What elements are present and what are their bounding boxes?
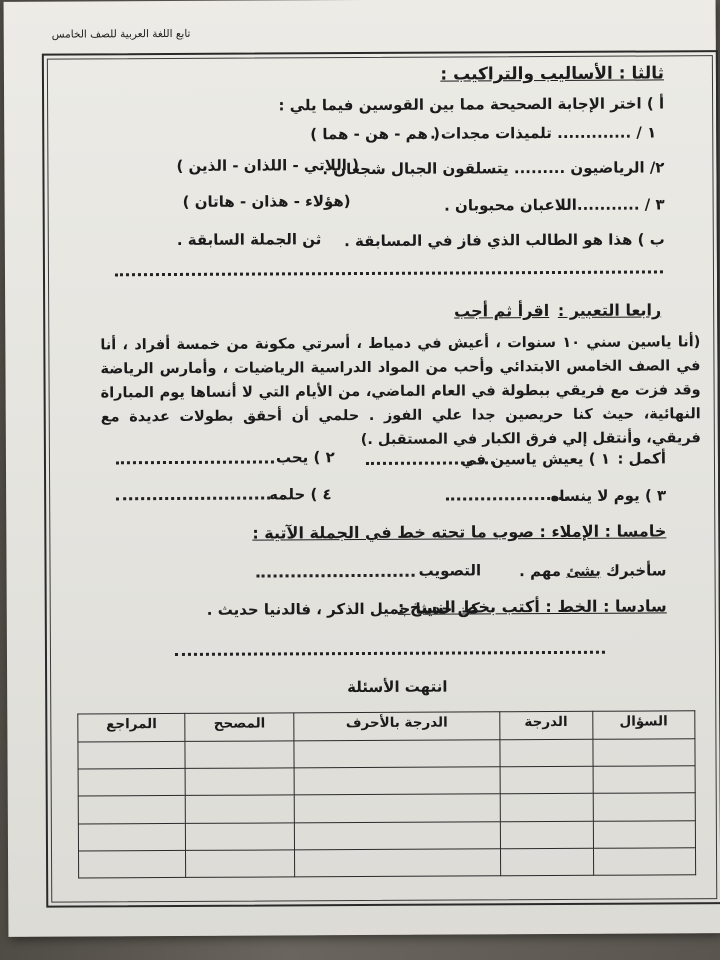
section4-title: رابعا التعبير : bbox=[557, 300, 662, 320]
table-row bbox=[78, 793, 695, 823]
header-grade-letters: الدرجة بالأحرف bbox=[294, 712, 500, 741]
part-b-task: ثن الجملة السابقة . bbox=[176, 230, 322, 249]
complete-q3: ٣ ) يوم لا ينساه bbox=[550, 486, 667, 506]
dictation-sentence bbox=[519, 561, 666, 580]
table-row bbox=[78, 766, 695, 796]
exam-sheet bbox=[4, 0, 720, 937]
header-corrector: المصحح bbox=[185, 713, 294, 742]
item3-sentence: ٣ / ...........اللاعبان محبوبان . bbox=[444, 195, 665, 215]
part-a-instruction: أ ) اختر الإجابة الصحيحة مما بين القوسين فيما يلي : bbox=[278, 94, 665, 115]
item2-options: ( اللاتي - اللذان - الذين ) bbox=[176, 156, 360, 175]
table-row bbox=[78, 820, 695, 850]
table-row bbox=[79, 848, 696, 878]
handwriting-quote: كن حديثا جميل الذكر ، فالدنيا حديث . bbox=[206, 599, 480, 619]
complete-q3-answer-line bbox=[446, 497, 568, 501]
header-grade: الدرجة bbox=[500, 711, 593, 739]
section6-title: سادسا : الخط : أكتب بخط النسخ : bbox=[397, 596, 667, 617]
sentence-start: سأخبرك bbox=[600, 561, 667, 580]
complete-q4: ٤ ) حلمه bbox=[269, 485, 332, 504]
part-b-sentence: ب ) هذا هو الطالب الذي فاز في المسابقة . bbox=[344, 230, 665, 251]
complete-q1: ١ ) يعيش ياسين في bbox=[460, 449, 611, 469]
reading-passage: (أنا ياسين سني ١٠ سنوات ، أعيش في دمياط ، أسرتي مكونة من خمسة أفراد ، أنا في الصف الخامس الابتدائي وأحب من المواد الدراسية الرياضيات ، وأمارس الرياضة وقد فزت مع فريقي ببطولة في العام الماضي، من الأيام التي لا أنساها يوم المباراة النهائية، حيث كنا حريصين جدا علي الفوز . حلمي أن أحقق بطولات عديدة مع فريقي، وأنتقل إلي فرق الكبار في المستقبل .) bbox=[100, 334, 701, 449]
item1-options: ( هم - هن - هما ) bbox=[310, 124, 440, 144]
complete-q2: ٢ ) يحب bbox=[275, 448, 335, 467]
section4-subtitle: اقرأ ثم أجب bbox=[454, 301, 550, 321]
correction-label: التصويب bbox=[418, 561, 482, 580]
table-row bbox=[78, 739, 695, 769]
sentence-end: مهم . bbox=[519, 561, 567, 581]
section3-title: ثالثا : الأساليب والتراكيب : bbox=[440, 63, 664, 85]
header-question: السؤال bbox=[592, 711, 695, 740]
complete-label: أكمل : bbox=[617, 449, 667, 468]
header-reviewer: المراجع bbox=[78, 713, 185, 742]
score-table bbox=[77, 710, 696, 878]
end-of-questions: انتهت الأسئلة bbox=[347, 677, 448, 697]
item3-options: (هؤلاء - هذان - هاتان ) bbox=[182, 192, 351, 211]
item1-sentence: ١ / ............. تلميذات مجدات . bbox=[429, 123, 657, 143]
underlined-word: بشئ bbox=[566, 561, 601, 580]
subject-header: تابع اللغة العربية للصف الخامس bbox=[51, 27, 191, 41]
item2-sentence: ٢/ الرياضيون ......... يتسلقون الجبال شجعان . bbox=[322, 158, 665, 179]
section5-title: خامسا : الإملاء : صوب ما تحته خط في الجملة الآتية : bbox=[252, 521, 667, 543]
